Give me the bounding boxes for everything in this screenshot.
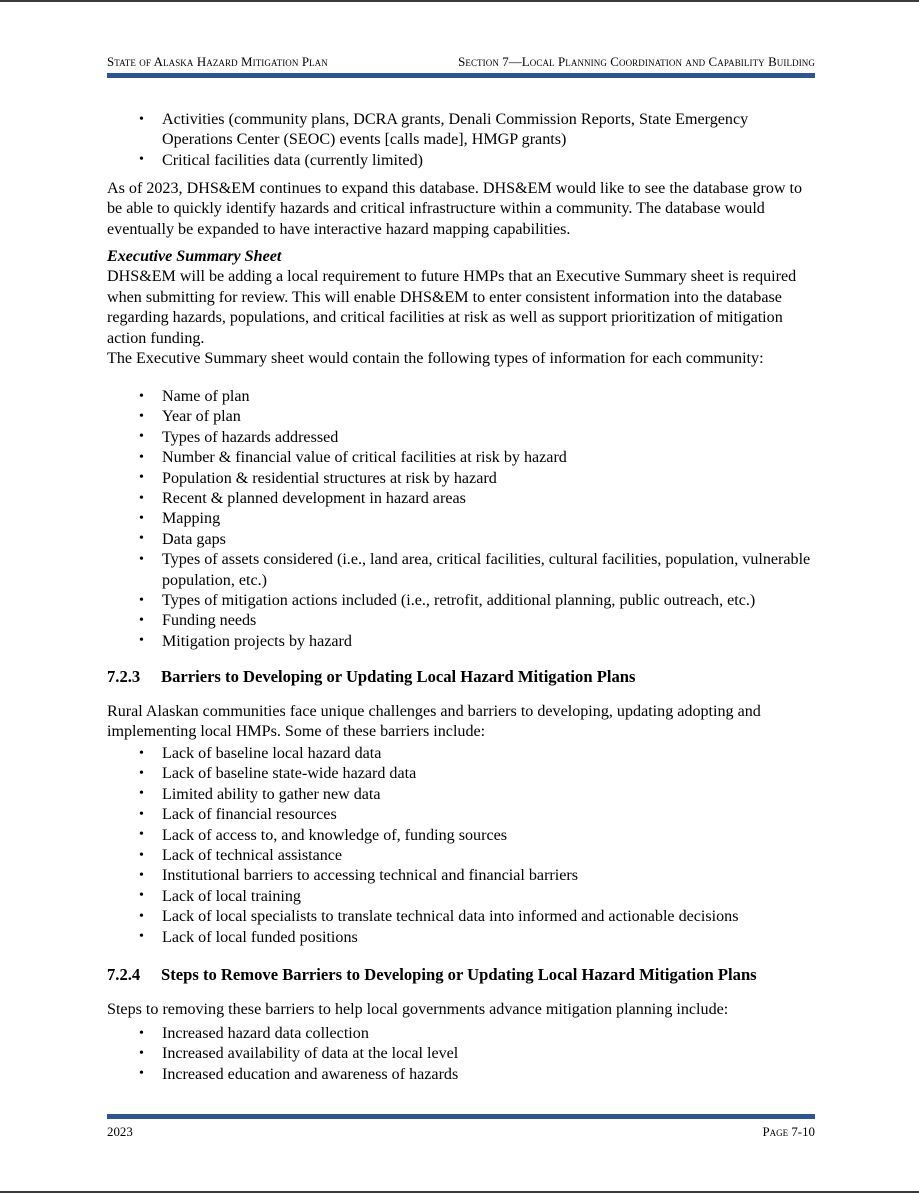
list-item: • Population & residential structures at risk by hazard [107, 469, 815, 489]
page-header [107, 55, 815, 78]
executive-summary-bullet-wrap [107, 387, 815, 652]
executive-summary-paragraph: DHS&EM will be adding a local requirement to future HMPs that an Executive Summary sheet is required when submitting for review. This will enable DHS&EM to enter consistent information into the database regarding hazards, populations, and critical facilities at risk as well as support prioritization of mitigation action funding. [107, 268, 797, 347]
footer-year: 2023 [107, 1125, 133, 1139]
database-paragraph: As of 2023, DHS&EM continues to expand this database. DHS&EM would like to see the database grow to be able to quickly identify hazards and critical infrastructure within a community. The database would eventually be expanded to have interactive hazard mapping capabilities. [107, 180, 803, 238]
list-item: • Increased hazard data collection [107, 1024, 815, 1044]
section-7-2-4 [107, 964, 815, 1020]
list-item: • Increased education and awareness of hazards [107, 1065, 815, 1085]
section-7-2-3 [107, 666, 815, 743]
list-item: • Activities (community plans, DCRA grants, Denali Commission Reports, State Emergency Operations Center (SEOC) events [calls made], HMGP grants) [107, 110, 815, 151]
header-document-title: State of Alaska Hazard Mitigation Plan [107, 55, 328, 69]
list-item: • Critical facilities data (currently limited) [107, 151, 815, 171]
carryover-bullet-list [107, 110, 815, 171]
section-7-2-4-intro: Steps to removing these barriers to help local governments advance mitigation planning include: [107, 1001, 729, 1018]
header-rule [107, 73, 815, 78]
section-7-2-4-title: Steps to Remove Barriers to Developing or Updating Local Hazard Mitigation Plans [161, 965, 757, 984]
barriers-bullet-wrap [107, 744, 815, 948]
list-item: • Year of plan [107, 407, 815, 427]
footer-rule [107, 1114, 815, 1119]
list-item: • Lack of baseline state-wide hazard data [107, 764, 815, 784]
list-item: • Lack of local training [107, 887, 815, 907]
barriers-bullet-list [107, 744, 815, 948]
list-item: • Number & financial value of critical facilities at risk by hazard [107, 448, 815, 468]
list-item: • Funding needs [107, 611, 815, 631]
list-item: • Lack of baseline local hazard data [107, 744, 815, 764]
section-7-2-4-heading [107, 964, 815, 985]
list-item: • Types of hazards addressed [107, 428, 815, 448]
list-item: • Lack of local specialists to translate technical data into informed and actionable decisions [107, 907, 815, 927]
executive-summary-subheading: Executive Summary Sheet [107, 248, 282, 265]
executive-summary-bullet-list [107, 387, 815, 652]
executive-summary-contains-paragraph: The Executive Summary sheet would contain the following types of information for each community: [107, 350, 764, 368]
list-item: • Name of plan [107, 387, 815, 407]
header-section-title: Section 7—Local Planning Coordination and Capability Building [458, 55, 815, 69]
database-paragraph-wrap [107, 179, 815, 240]
list-item: • Mapping [107, 509, 815, 529]
list-item: • Types of assets considered (i.e., land area, critical facilities, cultural facilities, population, vulnerable population, etc.) [107, 550, 815, 591]
list-item: • Lack of technical assistance [107, 846, 815, 866]
page-footer [107, 1114, 815, 1140]
list-item: • Lack of financial resources [107, 805, 815, 825]
header-text-row [107, 55, 815, 70]
section-7-2-3-number: 7.2.3 [107, 667, 141, 686]
section-7-2-3-heading [107, 666, 815, 687]
list-item: • Lack of access to, and knowledge of, funding sources [107, 826, 815, 846]
list-item: • Lack of local funded positions [107, 928, 815, 948]
list-item: • Recent & planned development in hazard areas [107, 489, 815, 509]
footer-page-number: Page 7-10 [762, 1125, 815, 1139]
list-item: • Types of mitigation actions included (i.e., retrofit, additional planning, public outreach, etc.) [107, 591, 815, 611]
carryover-bullet-list-wrap [107, 110, 815, 171]
list-item: • Limited ability to gather new data [107, 785, 815, 805]
list-item: • Institutional barriers to accessing technical and financial barriers [107, 866, 815, 886]
steps-bullet-list [107, 1024, 815, 1085]
footer-text-row [107, 1125, 815, 1140]
list-item: • Increased availability of data at the local level [107, 1044, 815, 1064]
list-item: • Mitigation projects by hazard [107, 632, 815, 652]
section-7-2-4-number: 7.2.4 [107, 965, 141, 984]
executive-summary-block [107, 247, 815, 369]
list-item: • Data gaps [107, 530, 815, 550]
section-7-2-3-title: Barriers to Developing or Updating Local Hazard Mitigation Plans [161, 667, 636, 686]
section-7-2-3-intro: Rural Alaskan communities face unique challenges and barriers to developing, updating adopting and implementing local HMPs. Some of these barriers include: [107, 703, 761, 741]
steps-bullet-wrap [107, 1024, 815, 1085]
